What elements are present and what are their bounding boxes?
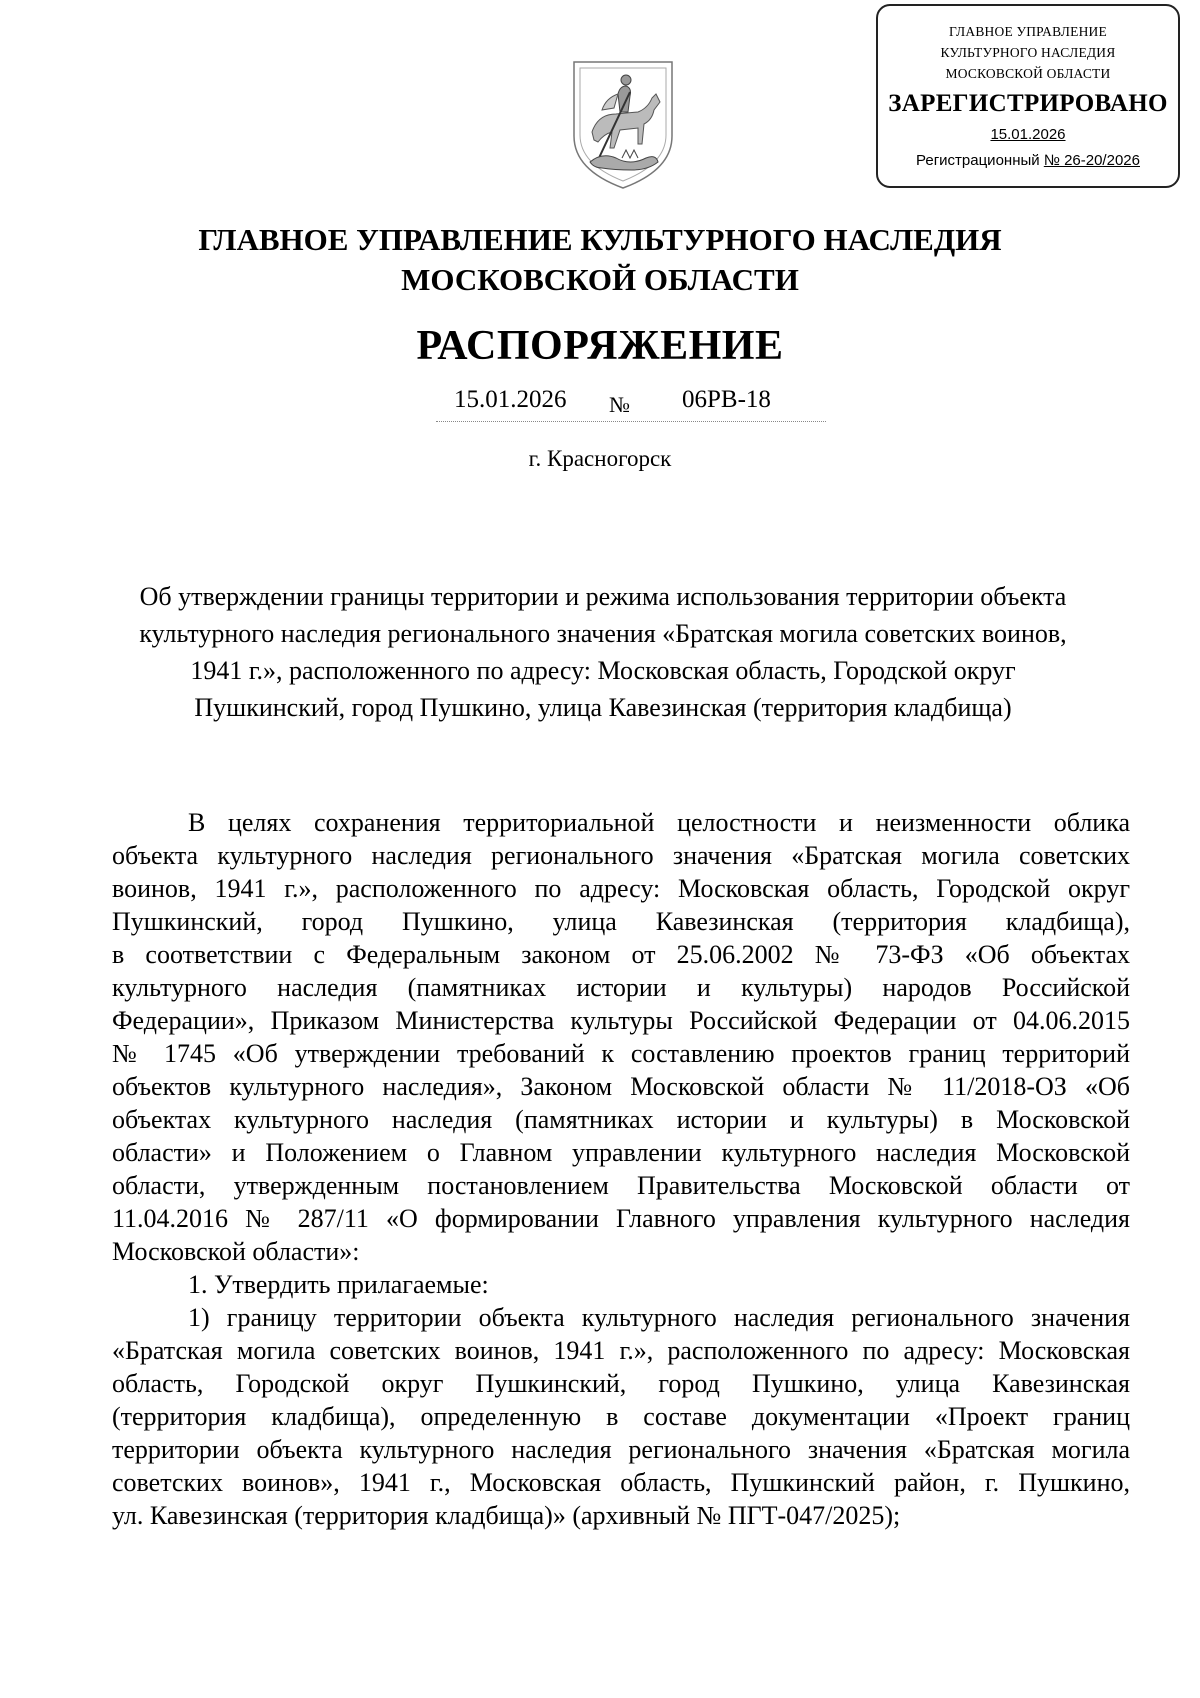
document-type: РАСПОРЯЖЕНИЕ — [416, 323, 784, 369]
body-line: 1) границу территории объекта культурного наследия регионального значения — [188, 1303, 1130, 1332]
subject-line: Об утверждении границы территории и режима использования территории объекта — [139, 582, 1067, 611]
body-line: 11.04.2016 № 287/11 «О формировании Главного управления культурного наследия — [112, 1204, 1130, 1233]
body-line: В целях сохранения территориальной целостности и неизменности облика — [188, 808, 1130, 837]
body-line: объектов культурного наследия», Законом Московской области № 11/2018-ОЗ «Об — [112, 1072, 1130, 1101]
body-line: № 1745 «Об утверждении требований к составлению проектов границ территорий — [112, 1039, 1130, 1068]
registration-stamp — [876, 4, 1180, 188]
document-subject — [110, 578, 1096, 726]
body-line: культурного наследия (памятниках истории и культуры) народов Российской — [112, 973, 1130, 1002]
issue-city: г. Красногорск — [528, 446, 672, 471]
stamp-date: 15.01.2026 — [990, 126, 1066, 143]
subject-line: 1941 г.», расположенного по адресу: Московская область, Городской округ — [190, 656, 1016, 685]
stamp-org-line-3: МОСКОВСКОЙ ОБЛАСТИ — [945, 66, 1111, 81]
org-name-line-1: ГЛАВНОЕ УПРАВЛЕНИЕ КУЛЬТУРНОГО НАСЛЕДИЯ — [198, 222, 1002, 257]
body-line: область, Городской округ Пушкинский, город Пушкино, улица Кавезинская — [112, 1369, 1130, 1398]
stamp-org-line-1: ГЛАВНОЕ УПРАВЛЕНИЕ — [949, 24, 1107, 39]
body-line: Пушкинский, город Пушкино, улица Кавезинская (территория кладбища), — [112, 907, 1130, 936]
body-line: территории объекта культурного наследия регионального значения «Братская могила — [112, 1435, 1130, 1464]
stamp-org-line-2: КУЛЬТУРНОГО НАСЛЕДИЯ — [940, 45, 1116, 60]
body-line: «Братская могила советских воинов, 1941 г.», расположенного по адресу: Московская — [112, 1336, 1130, 1365]
moscow-oblast-coat-of-arms-icon — [568, 58, 678, 192]
body-line: Федерации», Приказом Министерства культуры Российской Федерации от 04.06.2015 — [112, 1006, 1130, 1035]
body-line: советских воинов», 1941 г., Московская область, Пушкинский район, г. Пушкино, — [112, 1468, 1130, 1497]
date-number-line — [436, 386, 826, 422]
stamp-reg-label: Регистрационный — [916, 152, 1040, 169]
number-sign: № — [609, 392, 630, 417]
body-line: воинов, 1941 г.», расположенного по адресу: Московская область, Городской округ — [112, 874, 1130, 903]
body-line: Московской области»: — [112, 1237, 360, 1266]
stamp-status: ЗАРЕГИСТРИРОВАНО — [888, 90, 1168, 117]
body-line: объектах культурного наследия (памятниках истории и культуры) в Московской — [112, 1105, 1130, 1134]
date-underline — [436, 421, 826, 422]
body-line: 1. Утвердить прилагаемые: — [188, 1270, 489, 1299]
body-line: ул. Кавезинская (территория кладбища)» (архивный № ПГТ-047/2025); — [112, 1501, 901, 1530]
document-date: 15.01.2026 — [454, 386, 567, 413]
body-line: области» и Положением о Главном управлении культурного наследия Московской — [112, 1138, 1130, 1167]
document-number: 06РВ-18 — [682, 386, 771, 413]
stamp-reg-number — [878, 152, 1178, 169]
body-line: области, утвержденным постановлением Правительства Московской области от — [112, 1171, 1130, 1200]
body-line: объекта культурного наследия регионального значения «Братская могила советских — [112, 841, 1130, 870]
stamp-reg-value: № 26-20/2026 — [1043, 152, 1140, 169]
body-line: (территория кладбища), определенную в составе документации «Проект границ — [112, 1402, 1130, 1431]
document-body — [112, 806, 1130, 1532]
org-name-line-2: МОСКОВСКОЙ ОБЛАСТИ — [401, 262, 799, 297]
body-line: в соответствии с Федеральным законом от 25.06.2002 № 73-ФЗ «Об объектах — [112, 940, 1130, 969]
subject-line: Пушкинский, город Пушкино, улица Кавезинская (территория кладбища) — [194, 693, 1012, 722]
subject-line: культурного наследия регионального значения «Братская могила советских воинов, — [139, 619, 1067, 648]
